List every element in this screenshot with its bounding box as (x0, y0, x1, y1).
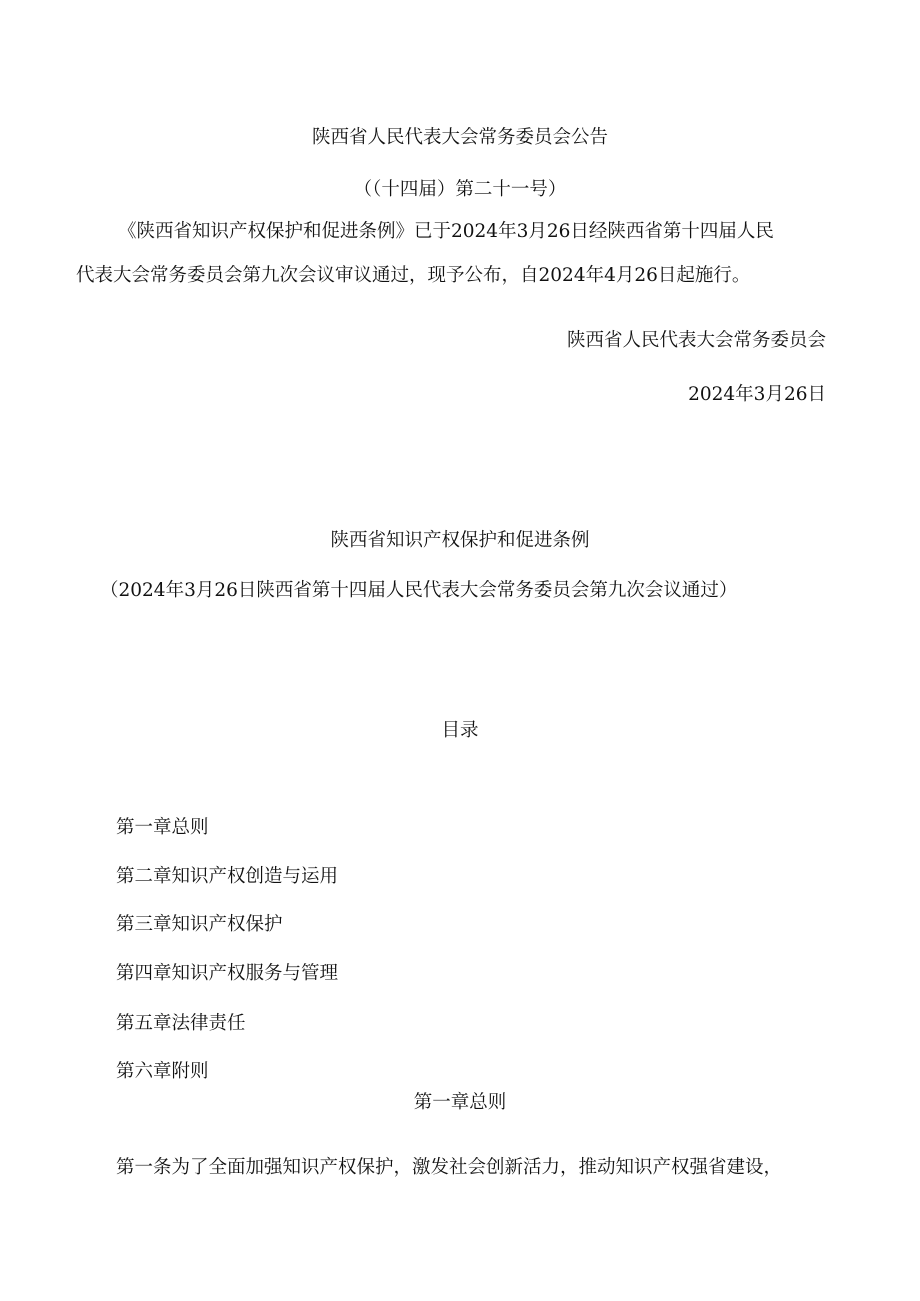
announcement-issuer: 陕西省人民代表大会常务委员会 (566, 330, 826, 351)
toc-item-chapter-5: 第五章法律责任 (116, 1013, 246, 1034)
announcement-body-line-2: 代表大会常务委员会第九次会议审议通过，现予公布，自2024年4月26日起施行。 (76, 265, 751, 286)
toc-heading: 目录 (441, 720, 479, 741)
article-1-line-1: 第一条为了全面加强知识产权保护，激发社会创新活力，推动知识产权强省建设， (116, 1157, 783, 1178)
toc-item-chapter-3: 第三章知识产权保护 (116, 914, 283, 935)
announcement-date: 2024年3月26日 (688, 384, 826, 405)
toc-item-chapter-1: 第一章总则 (116, 817, 209, 838)
regulation-title: 陕西省知识产权保护和促进条例 (330, 530, 590, 551)
announcement-body-line-1: 《陕西省知识产权保护和促进条例》已于2024年3月26日经陕西省第十四届人民 (118, 221, 774, 242)
chapter-1-heading: 第一章总则 (413, 1092, 507, 1113)
toc-item-chapter-4: 第四章知识产权服务与管理 (116, 963, 339, 984)
toc-item-chapter-6: 第六章附则 (116, 1061, 209, 1082)
announcement-number: （（十四届）第二十一号） (353, 179, 567, 200)
regulation-adoption-note: （2024年3月26日陕西省第十四届人民代表大会常务委员会第九次会议通过） (100, 580, 738, 601)
announcement-title: 陕西省人民代表大会常务委员会公告 (311, 127, 608, 148)
toc-item-chapter-2: 第二章知识产权创造与运用 (116, 866, 339, 887)
